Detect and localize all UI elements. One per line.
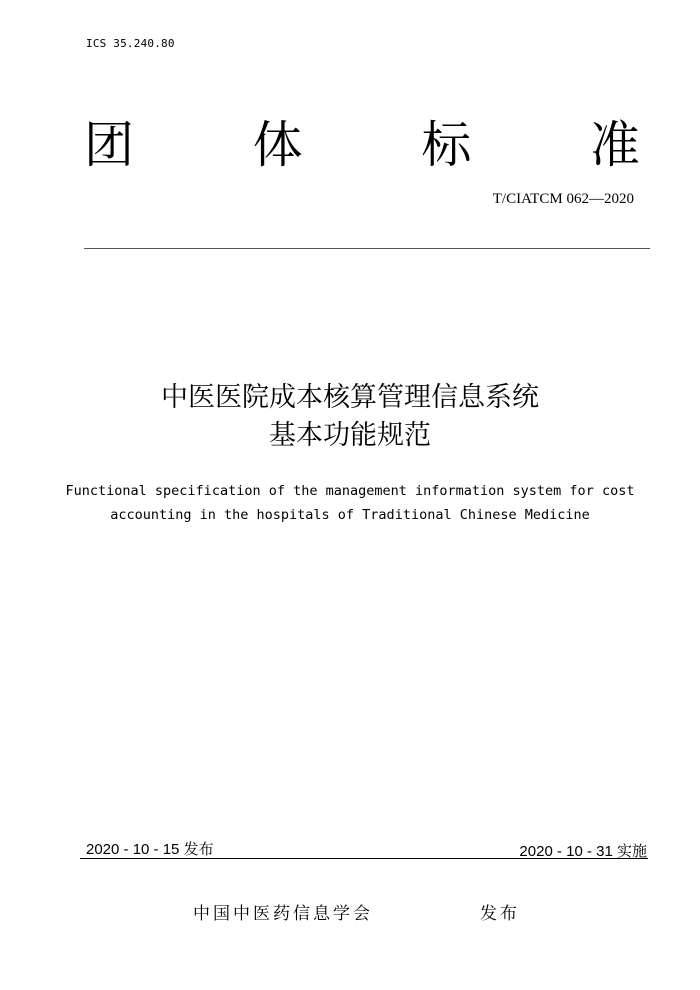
standard-type-char: 准 — [589, 116, 640, 174]
standard-type-heading — [84, 114, 640, 176]
standard-type-char: 体 — [252, 116, 303, 174]
dates-divider — [80, 858, 648, 859]
standard-type-char: 团 — [84, 116, 134, 174]
chinese-title-line-2: 基本功能规范 — [269, 420, 431, 451]
chinese-title-line-1: 中医医院成本核算管理信息系统 — [161, 382, 539, 413]
ics-code: ICS 35.240.80 — [86, 37, 175, 50]
standard-type-char: 标 — [421, 116, 472, 174]
english-title-line-1: Functional specification of the management information system for cost — [65, 483, 635, 499]
standard-code: T/CIATCM 062—2020 — [492, 191, 634, 207]
english-title-line-2: accounting in the hospitals of Traditional Chinese Medicine — [110, 507, 590, 523]
implementation-date: 2020 - 10 - 31 实施 — [519, 843, 647, 860]
publish-label: 发布 — [480, 904, 520, 924]
issue-date: 2020 - 10 - 15 发布 — [86, 841, 214, 858]
header-divider — [84, 248, 650, 249]
publisher-name: 中国中医药信息学会 — [193, 904, 373, 924]
